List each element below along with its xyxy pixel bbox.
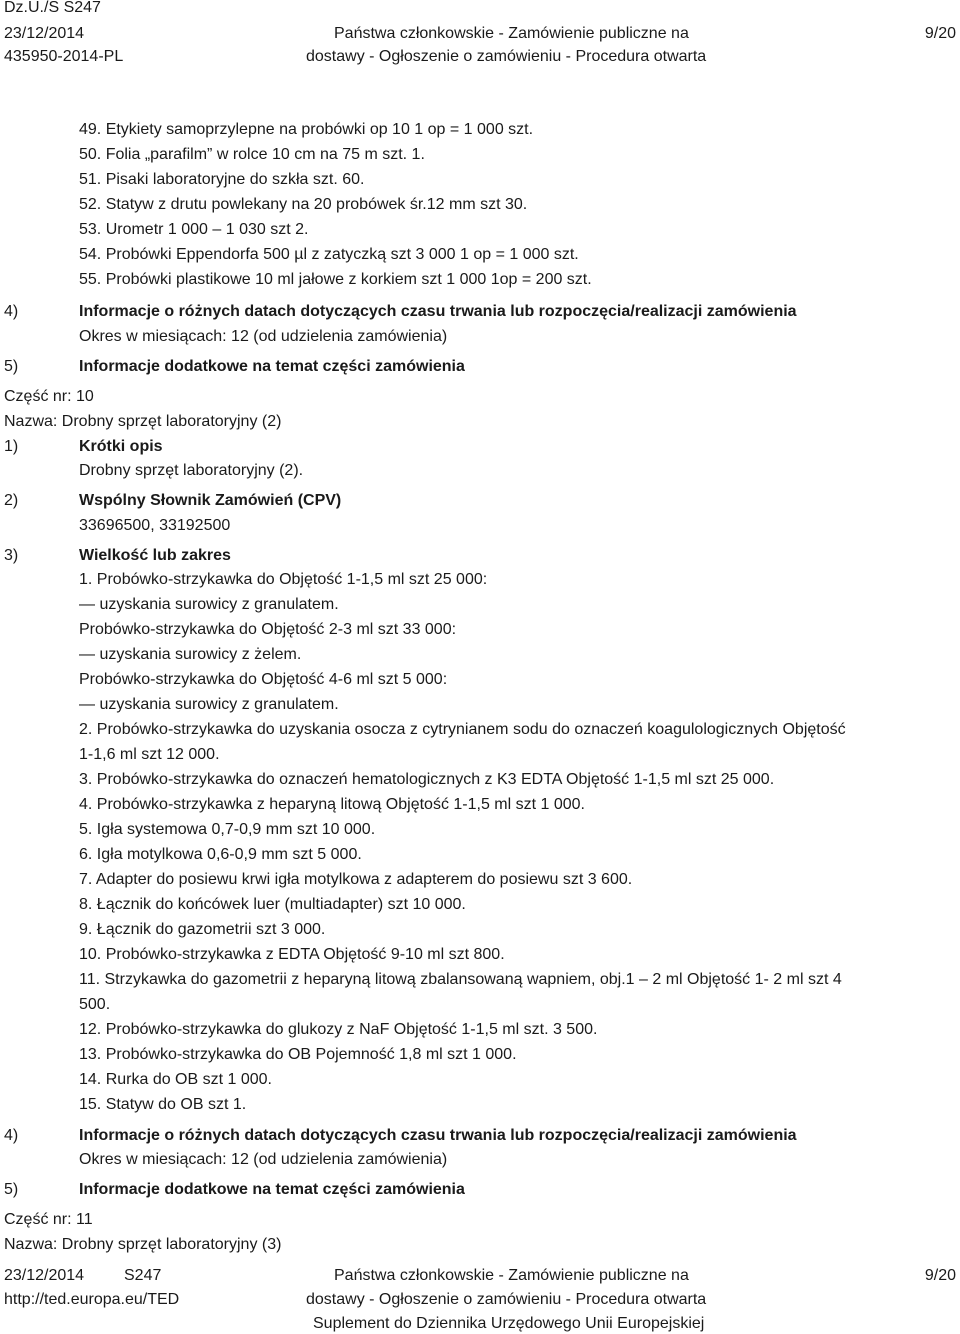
header-date: 23/12/2014	[4, 25, 85, 42]
section-text: Okres w miesiącach: 12 (od udzielenia zamówienia)	[79, 1151, 448, 1168]
section-heading-dates: Informacje o różnych datach dotyczących czasu trwania lub rozpoczęcia/realizacji zamówienia	[79, 1127, 797, 1144]
list-item: 49. Etykiety samoprzylepne na probówki op 10 1 op = 1 000 szt.	[79, 121, 534, 138]
header-title-line2: dostawy - Ogłoszenie o zamówieniu - Procedura otwarta	[306, 48, 707, 65]
list-item: 53. Urometr 1 000 – 1 030 szt 2.	[79, 221, 309, 238]
section-number: 5)	[4, 358, 19, 375]
footer-title-line3: Suplement do Dziennika Urzędowego Unii Europejskiej	[313, 1315, 705, 1332]
list-item: 3. Probówko-strzykawka do oznaczeń hematologicznych z K3 EDTA Objętość 1-1,5 ml szt 25 000.	[79, 771, 775, 788]
section-text: Drobny sprzęt laboratoryjny (2).	[79, 462, 304, 479]
list-item: 11. Strzykawka do gazometrii z heparyną litową zbalansowaną wapniem, obj.1 – 2 ml Objętość 1- 2 ml szt 4	[79, 971, 842, 988]
list-item: — uzyskania surowicy z żelem.	[79, 646, 302, 663]
list-item: — uzyskania surowicy z granulatem.	[79, 696, 339, 713]
section-heading-quantity: Wielkość lub zakres	[79, 547, 231, 564]
list-item: Probówko-strzykawka do Objętość 4-6 ml szt 5 000:	[79, 671, 448, 688]
list-item: 9. Łącznik do gazometrii szt 3 000.	[79, 921, 326, 938]
section-text: Okres w miesiącach: 12 (od udzielenia zamówienia)	[79, 328, 448, 345]
list-item: 8. Łącznik do końcówek luer (multiadapter) szt 10 000.	[79, 896, 466, 913]
section-number: 4)	[4, 1127, 19, 1144]
list-item: 13. Probówko-strzykawka do OB Pojemność 1,8 ml szt 1 000.	[79, 1046, 517, 1063]
section-heading-short-description: Krótki opis	[79, 438, 163, 455]
list-item: 55. Probówki plastikowe 10 ml jałowe z korkiem szt 1 000 1op = 200 szt.	[79, 271, 592, 288]
list-item: 12. Probówko-strzykawka do glukozy z NaF Objętość 1-1,5 ml szt. 3 500.	[79, 1021, 598, 1038]
list-item: 1-1,6 ml szt 12 000.	[79, 746, 220, 763]
list-item: Probówko-strzykawka do Objętość 2-3 ml szt 33 000:	[79, 621, 457, 638]
list-item: 1. Probówko-strzykawka do Objętość 1-1,5 ml szt 25 000:	[79, 571, 488, 588]
list-item: 54. Probówki Eppendorfa 500 µl z zatyczką szt 3 000 1 op = 1 000 szt.	[79, 246, 579, 263]
header-ref: Dz.U./S S247	[4, 0, 101, 16]
list-item: 7. Adapter do posiewu krwi igła motylkowa z adapterem do posiewu szt 3 600.	[79, 871, 633, 888]
section-heading-additional-info: Informacje dodatkowe na temat części zamówienia	[79, 1181, 465, 1198]
list-item: 6. Igła motylkowa 0,6-0,9 mm szt 5 000.	[79, 846, 362, 863]
footer-title-line2: dostawy - Ogłoszenie o zamówieniu - Procedura otwarta	[306, 1291, 707, 1308]
section-heading-additional-info: Informacje dodatkowe na temat części zamówienia	[79, 358, 465, 375]
header-title-line1: Państwa członkowskie - Zamówienie publiczne na	[334, 25, 689, 42]
list-item: 51. Pisaki laboratoryjne do szkła szt. 60.	[79, 171, 365, 188]
list-item: 500.	[79, 996, 111, 1013]
cpv-codes: 33696500, 33192500	[79, 517, 231, 534]
part-name: Nazwa: Drobny sprzęt laboratoryjny (2)	[4, 413, 282, 430]
footer-url[interactable]: http://ted.europa.eu/TED	[4, 1291, 180, 1308]
section-number: 4)	[4, 303, 19, 320]
header-page-number: 9/20	[924, 25, 956, 42]
footer-title-line1: Państwa członkowskie - Zamówienie publiczne na	[334, 1267, 689, 1284]
footer-date: 23/12/2014	[4, 1267, 85, 1284]
list-item: 4. Probówko-strzykawka z heparyną litową Objętość 1-1,5 ml szt 1 000.	[79, 796, 585, 813]
section-number: 1)	[4, 438, 19, 455]
list-item: 50. Folia „parafilm” w rolce 10 cm na 75 m szt. 1.	[79, 146, 425, 163]
footer-page-number: 9/20	[924, 1267, 956, 1284]
list-item: 2. Probówko-strzykawka do uzyskania osocza z cytrynianem sodu do oznaczeń koagulologicznych Objętość	[79, 721, 846, 738]
section-heading-dates: Informacje o różnych datach dotyczących czasu trwania lub rozpoczęcia/realizacji zamówienia	[79, 303, 797, 320]
section-number: 3)	[4, 547, 19, 564]
section-number: 2)	[4, 492, 19, 509]
section-heading-cpv: Wspólny Słownik Zamówień (CPV)	[79, 492, 342, 509]
list-item: 10. Probówko-strzykawka z EDTA Objętość 9-10 ml szt 800.	[79, 946, 505, 963]
list-item: — uzyskania surowicy z granulatem.	[79, 596, 339, 613]
list-item: 15. Statyw do OB szt 1.	[79, 1096, 247, 1113]
header-number: 435950-2014-PL	[4, 48, 124, 65]
part-name: Nazwa: Drobny sprzęt laboratoryjny (3)	[4, 1236, 282, 1253]
list-item: 14. Rurka do OB szt 1 000.	[79, 1071, 272, 1088]
part-number: Część nr: 11	[4, 1211, 93, 1228]
list-item: 52. Statyw z drutu powlekany na 20 probówek śr.12 mm szt 30.	[79, 196, 528, 213]
section-number: 5)	[4, 1181, 19, 1198]
footer-series: S247	[124, 1267, 162, 1284]
list-item: 5. Igła systemowa 0,7-0,9 mm szt 10 000.	[79, 821, 376, 838]
part-number: Część nr: 10	[4, 388, 94, 405]
